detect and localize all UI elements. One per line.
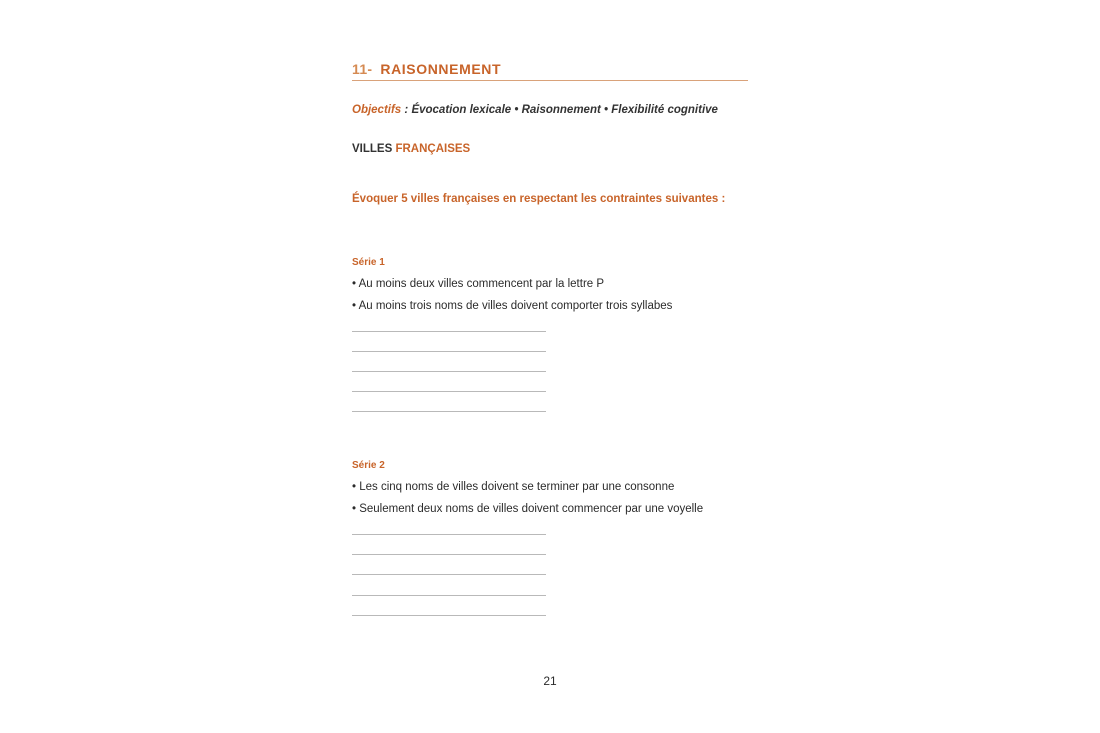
series-1-answer-4[interactable] bbox=[352, 373, 546, 391]
section-title bbox=[352, 143, 470, 155]
section-title-part2: FRANÇAISES bbox=[395, 143, 471, 155]
series-1-constraint-1: • Au moins deux villes commencent par la lettre P bbox=[352, 278, 605, 290]
chapter-header bbox=[352, 61, 748, 81]
series-2-answer-line-5 bbox=[352, 615, 546, 616]
series-1-answer-line-2 bbox=[352, 351, 546, 352]
series-1-answer-line-3 bbox=[352, 371, 546, 372]
page-number: 21 bbox=[543, 674, 557, 688]
section-title-part1: VILLES bbox=[352, 143, 396, 155]
series-2-label: Série 2 bbox=[352, 460, 385, 471]
series-1-answer-2[interactable] bbox=[352, 333, 546, 351]
series-1-answer-line-5 bbox=[352, 411, 546, 412]
series-2-answer-line-3 bbox=[352, 574, 546, 575]
series-1-answer-3[interactable] bbox=[352, 353, 546, 371]
series-2-constraint-2: • Seulement deux noms de villes doivent commencer par une voyelle bbox=[352, 503, 704, 515]
chapter-title: RAISONNEMENT bbox=[380, 61, 502, 77]
series-1-constraint-2: • Au moins trois noms de villes doivent comporter trois syllabes bbox=[352, 300, 673, 312]
series-2-answer-line-2 bbox=[352, 554, 546, 555]
series-1-label: Série 1 bbox=[352, 257, 385, 268]
series-2-answer-2[interactable] bbox=[352, 536, 546, 554]
objectives-label: Objectifs bbox=[352, 104, 402, 116]
series-2-answer-5[interactable] bbox=[352, 597, 546, 615]
objectives-text: : Évocation lexicale • Raisonnement • Flexibilité cognitive bbox=[401, 104, 718, 116]
objectives-line bbox=[352, 104, 718, 116]
series-2-answer-line-4 bbox=[352, 595, 546, 596]
chapter-number: 11- bbox=[352, 61, 373, 77]
series-2-answer-line-1 bbox=[352, 534, 546, 535]
series-2-answer-1[interactable] bbox=[352, 516, 546, 534]
series-2-answer-4[interactable] bbox=[352, 577, 546, 595]
series-1-answer-5[interactable] bbox=[352, 393, 546, 411]
series-2-answer-3[interactable] bbox=[352, 556, 546, 574]
series-2-constraint-1: • Les cinq noms de villes doivent se terminer par une consonne bbox=[352, 481, 675, 493]
instruction-text: Évoquer 5 villes françaises en respectant les contraintes suivantes : bbox=[352, 193, 726, 205]
series-1-answer-line-1 bbox=[352, 331, 546, 332]
worksheet-page bbox=[352, 0, 748, 733]
series-1-answer-line-4 bbox=[352, 391, 546, 392]
series-1-answer-1[interactable] bbox=[352, 313, 546, 331]
